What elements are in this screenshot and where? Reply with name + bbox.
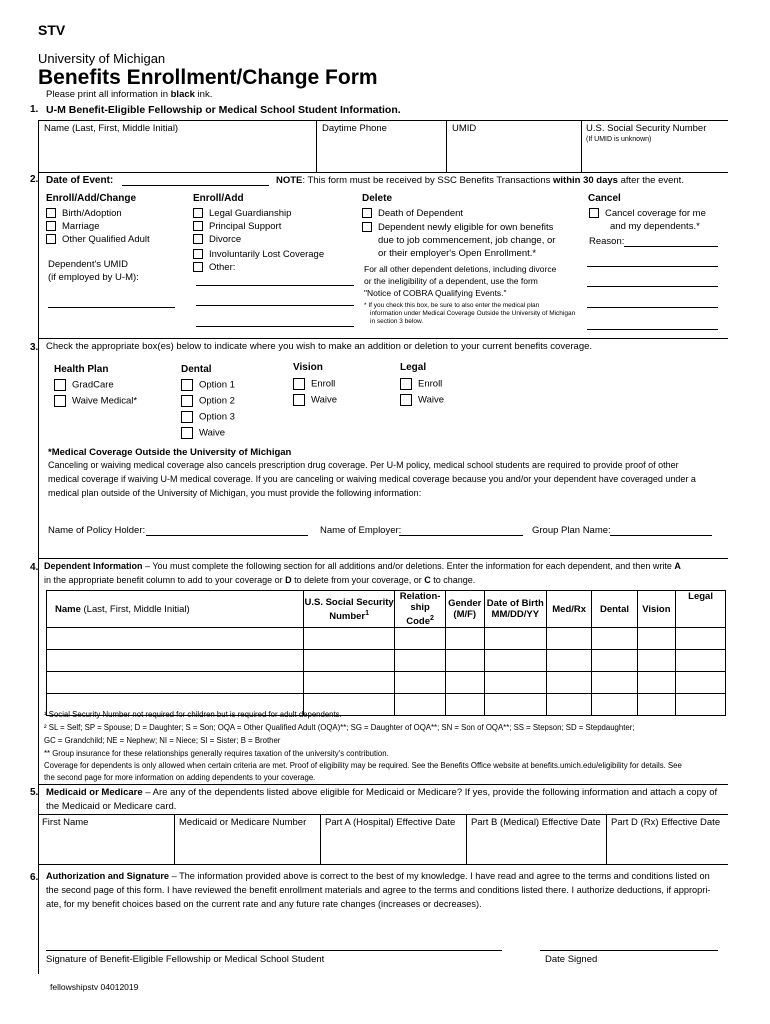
moc-text-1: Canceling or waiving medical coverage also cancels prescription drug coverage. Per U-M policy, medical school students are required to provide proof of other [48, 460, 679, 470]
opt-death-of-dependent[interactable]: Death of Dependent [362, 208, 463, 219]
legal-title: Legal [400, 362, 427, 373]
header-dental: Dental [592, 591, 637, 628]
date-of-event-label: Date of Event: [46, 175, 114, 186]
ssn-note: (If UMID is unknown) [586, 136, 652, 143]
checkbox[interactable] [181, 395, 193, 407]
footnote-3: GC = Grandchild; NE = Nephew; NI = Niece; SI = Sister; B = Brother [44, 736, 281, 745]
checkbox[interactable] [193, 249, 203, 259]
other-input-line-1[interactable] [196, 285, 354, 286]
policy-holder-input[interactable] [146, 535, 308, 536]
delete-note-2: or the ineligibility of a dependent, use the form [364, 276, 538, 286]
opt-newly-eligible[interactable]: Dependent newly eligible for own benefits [362, 222, 553, 233]
checkbox[interactable] [54, 395, 66, 407]
opt-marriage[interactable]: Marriage [46, 221, 100, 232]
opt-legal-guardianship[interactable]: Legal Guardianship [193, 208, 291, 219]
opt-divorce[interactable]: Divorce [193, 234, 241, 245]
checkbox[interactable] [181, 427, 193, 439]
medicaid-first-name-field[interactable]: First Name [42, 817, 89, 828]
print-instruction: Please print all information in black ink. [46, 89, 213, 100]
delete-note-1: For all other dependent deletions, including divorce [364, 264, 557, 274]
umid-field[interactable]: UMID [452, 123, 477, 134]
header-dob: Date of Birth MM/DD/YY [484, 591, 546, 628]
footnote-5: Coverage for dependents is only allowed when certain criteria are met. Proof of eligibility may be required. See the Benefits Office website at benefits.umich.edu/eligibility for details. See [44, 761, 682, 770]
opt-vision-waive[interactable]: Waive [293, 394, 337, 406]
checkbox[interactable] [193, 221, 203, 231]
authorization-text-2: the second page of this form. I have reviewed the benefit enrollment materials and agree to the terms and conditions listed there. I authorize deductions, if appropri- [46, 885, 711, 895]
checkbox[interactable] [193, 208, 203, 218]
reason-input-4[interactable] [587, 307, 718, 308]
reason-label: Reason: [589, 236, 625, 247]
part-a-date-field[interactable]: Part A (Hospital) Effective Date [325, 817, 456, 828]
table-row[interactable] [47, 650, 726, 672]
cancel-coverage-line-2: and my dependents.* [610, 221, 700, 232]
dependent-table [46, 590, 726, 716]
checkbox[interactable] [193, 234, 203, 244]
daytime-phone-field[interactable]: Daytime Phone [322, 123, 387, 134]
footnote-6: the second page for more information on adding dependents to your coverage. [44, 773, 316, 782]
section-1-title: U-M Benefit-Eligible Fellowship or Medical School Student Information. [46, 104, 401, 116]
moc-title: *Medical Coverage Outside the University of Michigan [48, 447, 292, 458]
group-plan-input[interactable] [610, 535, 712, 536]
section-4-intro-1: Dependent Information – You must complete the following section for all additions and/or deletions. Enter the information for each dependent, and then write A [44, 561, 681, 571]
opt-other-qualified-adult[interactable]: Other Qualified Adult [46, 234, 150, 245]
newly-eligible-line-3: or their employer's Open Enrollment.* [378, 248, 537, 259]
checkbox[interactable] [589, 208, 599, 218]
org-name: University of Michigan [38, 51, 166, 66]
student-name-field[interactable]: Name (Last, First, Middle Initial) [44, 123, 179, 134]
header-legal: Legal [676, 591, 726, 628]
footnote-4: ** Group insurance for these relationships generally requires taxation of the university's contribution. [44, 749, 389, 758]
checkbox[interactable] [293, 378, 305, 390]
vision-title: Vision [293, 362, 323, 373]
opt-legal-waive[interactable]: Waive [400, 394, 444, 406]
authorization-text-3: ate, for my benefit choices based on the current rate and any future rate changes (increases or decreases). [46, 899, 482, 909]
checkbox[interactable] [362, 208, 372, 218]
form-code: STV [38, 22, 66, 38]
page-title: Benefits Enrollment/Change Form [38, 66, 378, 89]
checkbox[interactable] [293, 394, 305, 406]
reason-input-2[interactable] [587, 266, 718, 267]
dependent-umid-sublabel: (if employed by U-M): [48, 272, 139, 283]
opt-principal-support[interactable]: Principal Support [193, 221, 281, 232]
checkbox[interactable] [193, 262, 203, 272]
opt-dental-waive[interactable]: Waive [181, 427, 225, 439]
dental-title: Dental [181, 364, 212, 375]
dependent-umid-input[interactable] [48, 307, 175, 308]
opt-other[interactable]: Other: [193, 262, 235, 273]
ssn-field[interactable]: U.S. Social Security Number [586, 123, 707, 134]
opt-legal-enroll[interactable]: Enroll [400, 378, 442, 390]
reason-input-3[interactable] [587, 286, 718, 287]
header-medrx: Med/Rx [546, 591, 591, 628]
section-2-number: 2. [30, 174, 39, 185]
opt-dental-1[interactable]: Option 1 [181, 379, 235, 391]
delete-title: Delete [362, 193, 393, 204]
opt-involuntarily-lost[interactable]: Involuntarily Lost Coverage [193, 249, 324, 260]
checkbox[interactable] [46, 234, 56, 244]
section-5-intro-2: the Medicaid or Medicare card. [46, 801, 177, 812]
header-vision: Vision [637, 591, 676, 628]
footer-form-code: fellowshipstv 04012019 [50, 982, 139, 992]
checkbox[interactable] [400, 378, 412, 390]
checkbox[interactable] [54, 379, 66, 391]
opt-dental-2[interactable]: Option 2 [181, 395, 235, 407]
other-input-line-2[interactable] [196, 305, 354, 306]
authorization-text-1: Authorization and Signature – The information provided above is correct to the best of my knowledge. I have read and agree to the terms and conditions listed on [46, 871, 710, 881]
section-6-number: 6. [30, 872, 39, 883]
opt-gradcare[interactable]: GradCare [54, 379, 114, 391]
submission-note: NOTE: This form must be received by SSC Benefits Transactions within 30 days after the event. [276, 175, 684, 186]
header-relationship: Relation- ship Code$^2$ [395, 591, 446, 628]
group-plan-label: Group Plan Name: [532, 525, 611, 536]
moc-text-3: medical plan outside of the University of Michigan, you must provide the following information: [48, 488, 422, 498]
employer-input[interactable] [399, 535, 523, 536]
table-row[interactable] [47, 628, 726, 650]
dependent-table-header [47, 591, 726, 628]
reason-input-5[interactable] [587, 329, 718, 330]
header-name: Name (Last, First, Middle Initial) [47, 591, 304, 628]
table-row[interactable] [47, 672, 726, 694]
signature-label: Signature of Benefit-Eligible Fellowship or Medical School Student [46, 954, 325, 965]
checkbox[interactable] [46, 208, 56, 218]
date-of-event-input[interactable] [122, 185, 269, 186]
checkbox[interactable] [400, 394, 412, 406]
part-b-date-field[interactable]: Part B (Medical) Effective Date [471, 817, 601, 828]
date-signed-label: Date Signed [545, 954, 598, 965]
section-5-intro-1: Medicaid or Medicare – Are any of the dependents listed above eligible for Medicaid or Medicare? If yes, provide the following information and attach a copy of [46, 787, 718, 798]
health-plan-title: Health Plan [54, 364, 109, 375]
enroll-add-change-title: Enroll/Add/Change [46, 193, 136, 204]
checkbox[interactable] [181, 411, 193, 423]
checkbox[interactable] [181, 379, 193, 391]
opt-vision-enroll[interactable]: Enroll [293, 378, 335, 390]
section-3-intro: Check the appropriate box(es) below to indicate where you wish to make an addition or deletion to your current benefits coverage. [46, 341, 593, 352]
policy-holder-label: Name of Policy Holder: [48, 525, 146, 536]
header-ssn: U.S. Social Security Number$^1$ [303, 591, 394, 628]
opt-birth-adoption[interactable]: Birth/Adoption [46, 208, 122, 219]
opt-waive-medical[interactable]: Waive Medical* [54, 395, 137, 407]
moc-text-2: medical coverage if waiving U-M medical coverage. If you are canceling or waiving medical coverage because you and/or your dependent have coveraged under a [48, 474, 696, 484]
section-3-number: 3. [30, 342, 39, 353]
delete-note-3: "Notice of COBRA Qualifying Events." [364, 288, 507, 298]
reason-input-1[interactable] [624, 246, 718, 247]
date-signed-input[interactable] [540, 950, 718, 951]
section-5-number: 5. [30, 787, 39, 798]
enroll-add-title: Enroll/Add [193, 193, 244, 204]
footnote-1: ¹ Social Security Number not required for children but is required for adult dependents. [44, 710, 342, 719]
delete-footnote-1: * If you check this box, be sure to also enter the medical plan [364, 302, 540, 309]
signature-input[interactable] [46, 950, 502, 951]
opt-cancel-coverage[interactable]: Cancel coverage for me [589, 208, 706, 219]
delete-footnote-3: in section 3 below. [370, 318, 424, 325]
section-1-number: 1. [30, 104, 39, 115]
part-d-date-field[interactable]: Part D (Rx) Effective Date [611, 817, 721, 828]
opt-dental-3[interactable]: Option 3 [181, 411, 235, 423]
delete-footnote-2: information under Medical Coverage Outside the University of Michigan [370, 310, 576, 317]
medicaid-number-field[interactable]: Medicaid or Medicare Number [179, 817, 307, 828]
header-gender: Gender (M/F) [445, 591, 484, 628]
other-input-line-3[interactable] [196, 326, 354, 327]
section-4-number: 4. [30, 562, 39, 573]
employer-label: Name of Employer: [320, 525, 402, 536]
cancel-title: Cancel [588, 193, 621, 204]
newly-eligible-line-2: due to job commencement, job change, or [378, 235, 556, 246]
footnote-2: ² SL = Self; SP = Spouse; D = Daughter; S = Son; OQA = Other Qualified Adult (OQA)**; SG = Daughter of OQA**; SN = Son of OQA**; SS = Stepson; SD = Stepdaughter; [44, 723, 635, 732]
dependent-umid-label: Dependent's UMID [48, 259, 128, 270]
checkbox[interactable] [46, 221, 56, 231]
section-4-intro-2: in the appropriate benefit column to add to your coverage or D to delete from your coverage, or C to change. [44, 575, 476, 585]
checkbox[interactable] [362, 222, 372, 232]
